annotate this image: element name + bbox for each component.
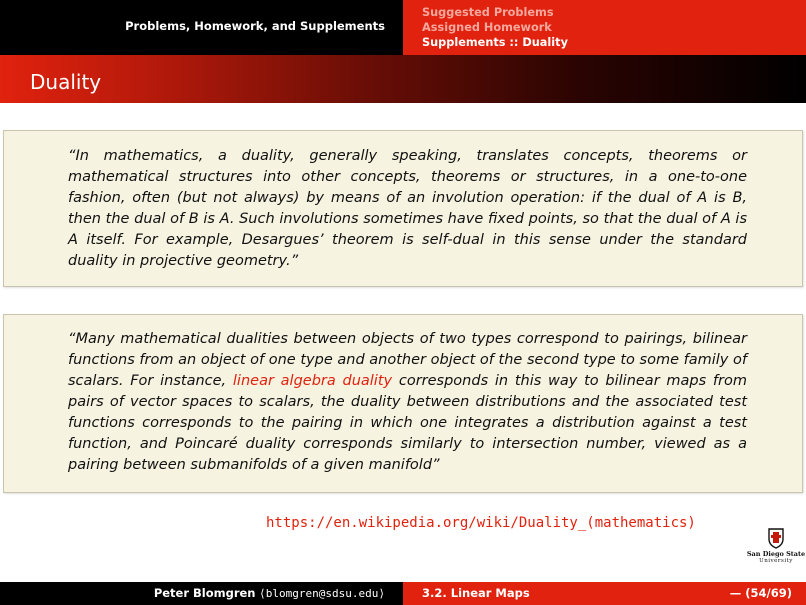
page-number: — (54/69) <box>729 586 792 600</box>
author-name: Peter Blomgren <box>153 586 256 600</box>
nav-suggested-problems[interactable]: Suggested Problems <box>422 6 554 19</box>
footer-author-panel <box>0 582 403 605</box>
footer-author <box>154 586 385 600</box>
frame-title-bar <box>0 55 806 103</box>
footer-bar <box>0 582 806 605</box>
linear-algebra-duality-link[interactable]: linear algebra duality <box>232 373 393 389</box>
footer-section-ref[interactable]: 3.2. Linear Maps <box>422 586 530 600</box>
source-url-link[interactable]: https://en.wikipedia.org/wiki/Duality_(mathematics) <box>266 515 696 531</box>
university-logo <box>746 527 806 567</box>
quote-text-2 <box>68 329 747 476</box>
header-bar <box>0 0 806 55</box>
quote-box-2 <box>3 314 803 493</box>
page-title: Duality <box>30 70 102 94</box>
nav-supplements-duality[interactable]: Supplements :: Duality <box>422 36 568 49</box>
author-email[interactable]: ⟨blomgren@sdsu.edu⟩ <box>259 587 385 600</box>
footer-section-panel <box>403 582 806 605</box>
logo-text-line-2: University <box>759 558 793 564</box>
section-title[interactable]: Problems, Homework, and Supplements <box>125 19 385 33</box>
sdsu-shield-icon <box>766 527 786 549</box>
nav-assigned-homework[interactable]: Assigned Homework <box>422 21 552 34</box>
header-section-panel <box>0 0 403 55</box>
header-nav-panel <box>403 0 806 55</box>
quote-box-1 <box>3 130 803 287</box>
quote-2-part-2: corresponds in this way to bilinear maps from pairs of vector spaces to scalars, the duality between distributions and the associated test functions corresponds to the pairing in which one integrates a distribution against a test function, and Poincaré duality corresponds similarly to intersection number, viewed as a pairing between submanifolds of a given manifold” <box>68 373 747 473</box>
logo-text-line-1: San Diego State <box>746 550 806 558</box>
quote-2-part-1: “Many mathematical dualities between objects of two types correspond to pairings, bilinear functions from an object of one type and another object of the second type to some family of scalars. For instance, <box>68 331 747 389</box>
quote-text-1: “In mathematics, a duality, generally speaking, translates concepts, theorems or mathematical structures into other concepts, theorems or structures, in a one-to-one fashion, often (but not always) by means of an involution operation: if the dual of A is B, then the dual of B is A. Such involutions sometimes have fixed points, so that the dual of A is A itself. For example, Desargues’ theorem is self-dual in this sense under the standard duality in projective geometry.” <box>68 148 747 269</box>
